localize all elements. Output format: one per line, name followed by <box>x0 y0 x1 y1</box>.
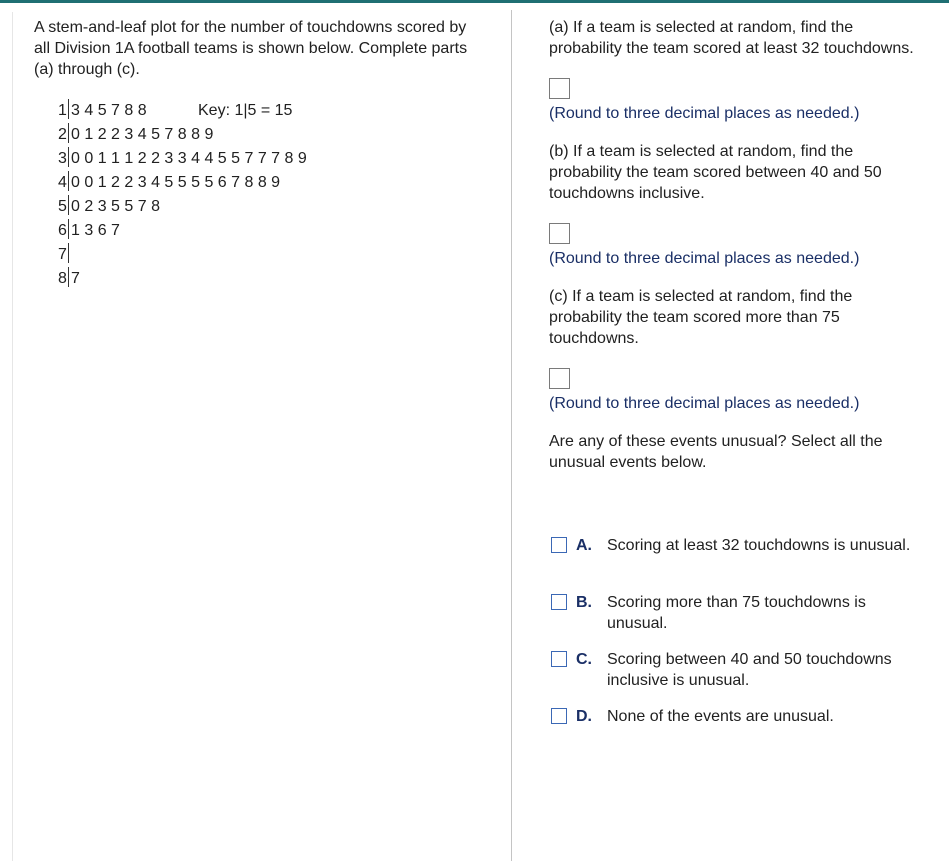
leaf-values: 0 2 3 5 5 7 8 <box>71 198 160 215</box>
leaf-values: 1 3 6 7 <box>71 222 120 239</box>
stem-row-5 <box>58 195 307 219</box>
stem-value: 5 <box>58 198 67 215</box>
leaf-values: 3 4 5 7 8 8 <box>71 102 147 119</box>
problem-intro: A stem-and-leaf plot for the number of touchdowns scored by all Division 1A football teams is shown below. Complete parts (a) through (c). <box>34 19 468 78</box>
plot-key: Key: 1|5 = 15 <box>198 102 293 119</box>
question-b-text: (b) If a team is selected at random, find the probability the team scored between 40 and 50 touchdowns inclusive. <box>549 143 882 202</box>
stem-value: 1 <box>58 102 67 119</box>
choice-letter: C. <box>576 651 592 668</box>
stem-row-6 <box>58 219 307 243</box>
stem-divider <box>68 171 69 191</box>
top-accent-bar <box>0 0 949 3</box>
stem-row-7 <box>58 243 307 267</box>
checkbox-a[interactable] <box>551 537 567 553</box>
stem-divider <box>68 267 69 287</box>
stem-value: 2 <box>58 126 67 143</box>
stem-row-3 <box>58 147 307 171</box>
checkbox-b[interactable] <box>551 594 567 610</box>
stem-value: 7 <box>58 246 67 263</box>
stem-row-4 <box>58 171 307 195</box>
checkbox-c[interactable] <box>551 651 567 667</box>
answer-b-input[interactable] <box>549 223 570 244</box>
stem-row-8 <box>58 267 307 291</box>
stem-divider <box>68 123 69 143</box>
choice-text: Scoring at least 32 touchdowns is unusual. <box>607 537 911 554</box>
choice-letter: D. <box>576 708 592 725</box>
leaf-values: 0 0 1 2 2 3 4 5 5 5 5 6 7 8 8 9 <box>71 174 281 191</box>
stem-row-2 <box>58 123 307 147</box>
pane-divider <box>511 10 512 861</box>
unusual-events-prompt: Are any of these events unusual? Select all the unusual events below. <box>549 433 883 471</box>
choice-letter: A. <box>576 537 592 554</box>
answer-a-input[interactable] <box>549 78 570 99</box>
choice-text: Scoring more than 75 touchdowns is unusual. <box>607 594 866 632</box>
stem-and-leaf-plot <box>58 99 307 291</box>
stem-row-1 <box>58 99 307 123</box>
stem-divider <box>68 219 69 239</box>
choice-text: Scoring between 40 and 50 touchdowns inclusive is unusual. <box>607 651 892 689</box>
question-c-text: (c) If a team is selected at random, find the probability the team scored more than 75 touchdowns. <box>549 288 853 347</box>
stem-divider <box>68 195 69 215</box>
stem-value: 3 <box>58 150 67 167</box>
stem-value: 4 <box>58 174 67 191</box>
checkbox-d[interactable] <box>551 708 567 724</box>
stem-divider <box>68 243 69 263</box>
round-note-c: (Round to three decimal places as needed.) <box>549 395 860 412</box>
round-note-a: (Round to three decimal places as needed.) <box>549 105 860 122</box>
problem-statement-pane <box>34 17 474 80</box>
stem-value: 8 <box>58 270 67 287</box>
left-margin-rule <box>12 12 13 861</box>
question-a-text: (a) If a team is selected at random, find the probability the team scored at least 32 touchdowns. <box>549 19 914 57</box>
leaf-values: 7 <box>71 270 80 287</box>
leaf-values: 0 1 2 2 3 4 5 7 8 8 9 <box>71 126 214 143</box>
stem-divider <box>68 99 69 119</box>
round-note-b: (Round to three decimal places as needed.) <box>549 250 860 267</box>
stem-divider <box>68 147 69 167</box>
questions-pane <box>549 17 919 473</box>
answer-c-input[interactable] <box>549 368 570 389</box>
stem-value: 6 <box>58 222 67 239</box>
choice-text: None of the events are unusual. <box>607 708 834 725</box>
leaf-values: 0 0 1 1 1 2 2 3 3 4 4 5 5 7 7 7 8 9 <box>71 150 307 167</box>
choice-letter: B. <box>576 594 592 611</box>
